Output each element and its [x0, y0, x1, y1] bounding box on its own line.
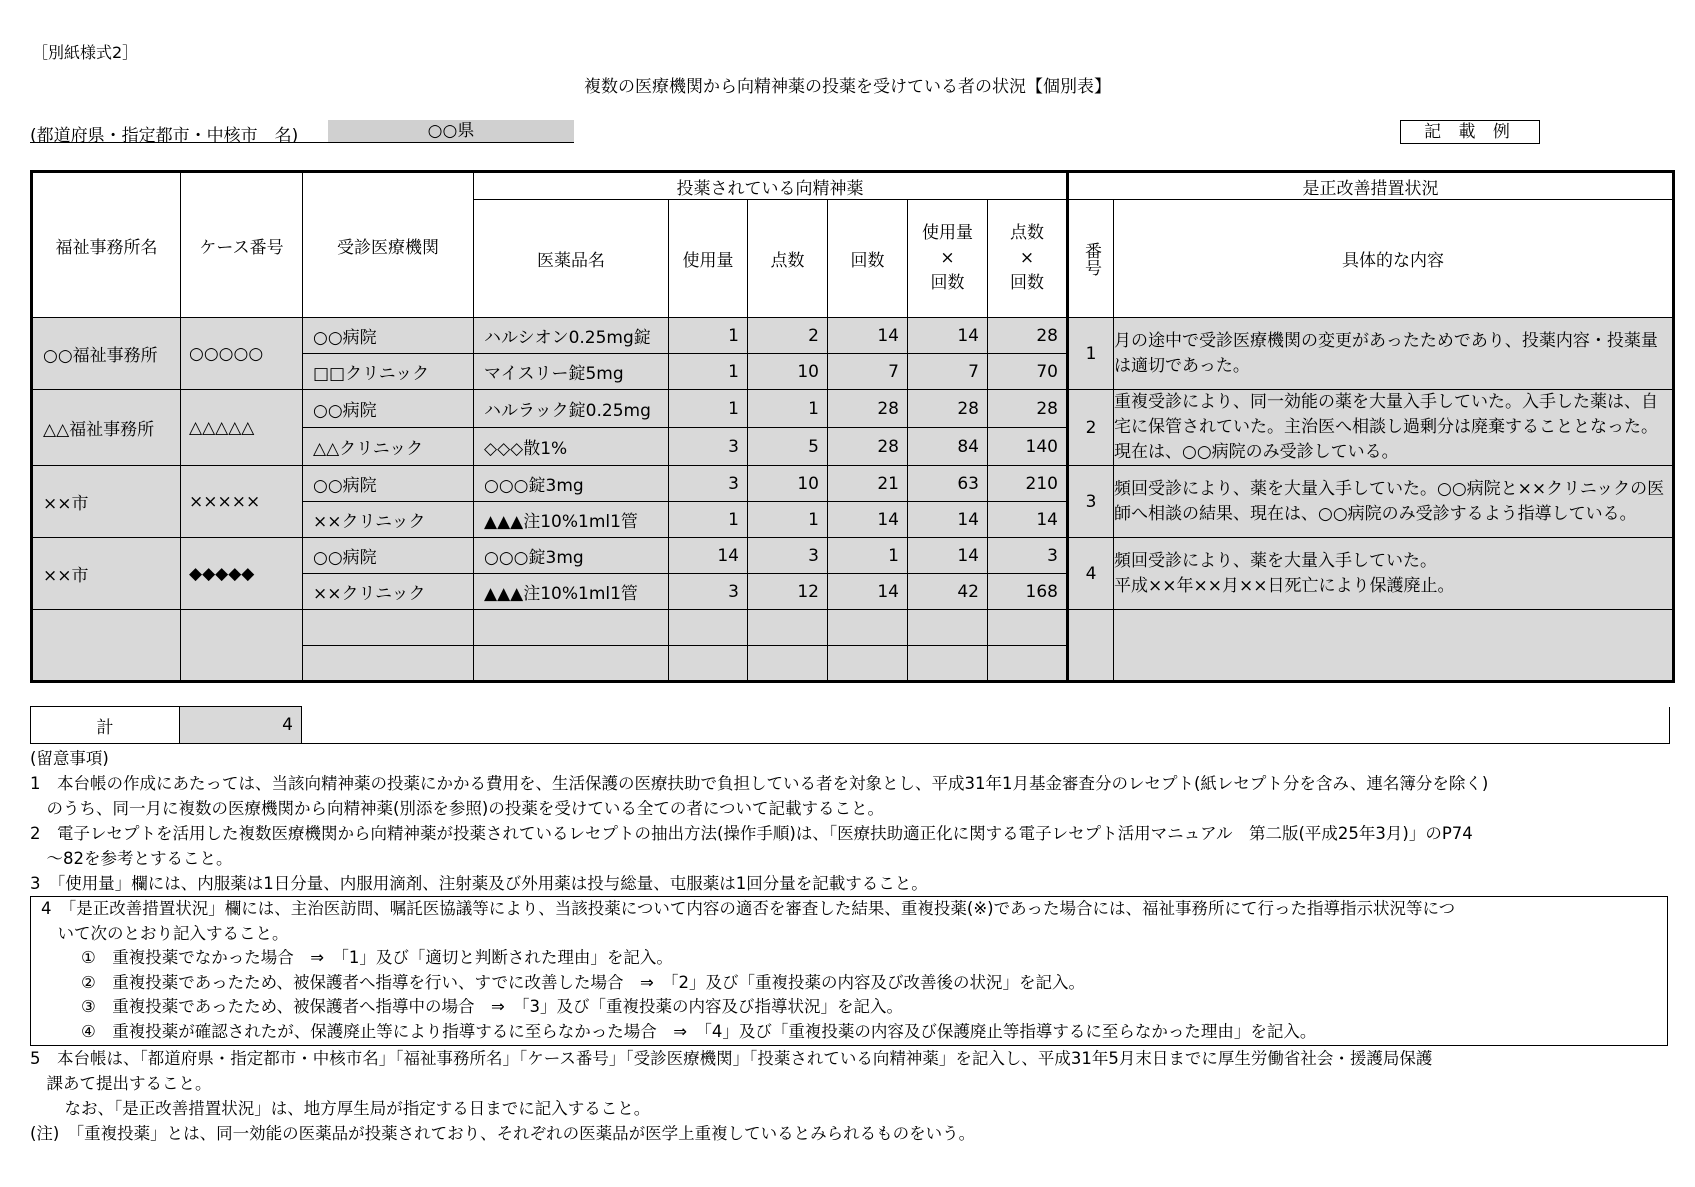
blank-cell[interactable]	[828, 610, 908, 646]
usage-x-times-cell[interactable]: 7	[908, 354, 988, 390]
points-cell[interactable]: 10	[748, 466, 828, 502]
case-cell[interactable]: △△△△△	[181, 390, 303, 466]
institution-cell[interactable]: ○○病院	[303, 390, 474, 428]
points-x-times-cell[interactable]: 28	[988, 318, 1068, 354]
header-usage-x-times-line: 回数	[930, 273, 965, 293]
times-cell[interactable]: 1	[828, 538, 908, 574]
header-usage-x-times-line: 使用量	[922, 223, 973, 243]
times-cell[interactable]: 7	[828, 354, 908, 390]
total-blank	[302, 707, 1670, 744]
blank-content-cell[interactable]	[1114, 610, 1674, 682]
header-drug-name: 医薬品名	[474, 200, 669, 318]
correction-content-cell[interactable]: 頻回受診により、薬を大量入手していた。○○病院と××クリニックの医師へ相談の結果、現在は、○○病院のみ受診するよう指導している。	[1114, 466, 1674, 538]
header-usage-x-times	[908, 200, 988, 318]
header-institution: 受診医療機関	[303, 172, 474, 318]
note-2-cont: ～82を参考とすること。	[30, 849, 233, 868]
blank-cell[interactable]	[908, 646, 988, 682]
total-value[interactable]: 4	[180, 707, 302, 744]
notes-heading: (留意事項)	[30, 749, 109, 768]
header-points-x-times-line: 回数	[1010, 273, 1044, 293]
header-usage: 使用量	[669, 200, 748, 318]
institution-cell[interactable]: ○○病院	[303, 318, 474, 354]
points-x-times-cell[interactable]: 3	[988, 538, 1068, 574]
drug-name-cell[interactable]: ○○○錠3mg	[474, 466, 669, 502]
drug-name-cell[interactable]: ▲▲▲注10%1ml1管	[474, 502, 669, 538]
prefecture-line	[30, 120, 574, 146]
header-drug-group: 投薬されている向精神薬	[474, 172, 1068, 200]
note-4-box	[30, 896, 1668, 1046]
usage-cell[interactable]: 3	[669, 466, 748, 502]
usage-x-times-cell[interactable]: 28	[908, 390, 988, 428]
blank-cell[interactable]	[669, 646, 748, 682]
usage-x-times-cell[interactable]: 84	[908, 428, 988, 466]
prefecture-label: (都道府県・指定都市・中核市 名)	[30, 126, 299, 146]
drug-name-cell[interactable]: マイスリー錠5mg	[474, 354, 669, 390]
points-x-times-cell[interactable]: 140	[988, 428, 1068, 466]
notes-section	[30, 746, 1670, 896]
usage-x-times-cell[interactable]: 14	[908, 318, 988, 354]
prefecture-value[interactable]: ○○県	[328, 120, 574, 142]
times-cell[interactable]: 21	[828, 466, 908, 502]
drug-name-cell[interactable]: ◇◇◇散1%	[474, 428, 669, 466]
note-5-cont: 課あて提出すること。	[30, 1074, 212, 1093]
blank-cell[interactable]	[988, 610, 1068, 646]
header-content: 具体的な内容	[1114, 200, 1674, 318]
points-x-times-cell[interactable]: 70	[988, 354, 1068, 390]
note-1: 1 本台帳の作成にあたっては、当該向精神薬の投薬にかかる費用を、生活保護の医療扶助で負担している者を対象とし、平成31年1月基金審査分のレセプト(紙レセプト分を含み、連名簿分を除く)	[30, 774, 1489, 793]
blank-cell[interactable]	[908, 610, 988, 646]
header-office: 福祉事務所名	[32, 172, 181, 318]
header-points-x-times	[988, 200, 1068, 318]
points-cell[interactable]: 1	[748, 502, 828, 538]
correction-content-cell[interactable]: 月の途中で受診医療機関の変更があったためであり、投薬内容・投薬量は適切であった。	[1114, 318, 1674, 390]
drug-name-cell[interactable]: ハルシオン0.25mg錠	[474, 318, 669, 354]
note-2: 2 電子レセプトを活用した複数医療機関から向精神薬が投薬されているレセプトの抽出方法(操作手順)は、「医療扶助適正化に関する電子レセプト活用マニュアル 第二版(平成25年3月)」のP74	[30, 824, 1473, 843]
example-label: 記 載 例	[1400, 120, 1540, 144]
note-5: 5 本台帳は、「都道府県・指定都市・中核市名」「福祉事務所名」「ケース番号」「受診医療機関」「投薬されている向精神薬」を記入し、平成31年5月末日までに厚生労働省社会・援護局保護	[30, 1049, 1433, 1068]
note-4-item-3: ③ 重複投薬であったため、被保護者へ指導中の場合 ⇒ 「3」及び「重複投薬の内容及び指導状況」を記入。	[81, 997, 904, 1016]
usage-x-times-cell[interactable]: 42	[908, 574, 988, 610]
header-points-x-times-line: ×	[1019, 248, 1035, 268]
blank-cell[interactable]	[988, 646, 1068, 682]
case-cell[interactable]: ×××××	[181, 466, 303, 538]
office-cell[interactable]: ○○福祉事務所	[32, 318, 181, 390]
notes-after	[30, 1046, 1670, 1146]
header-points: 点数	[748, 200, 828, 318]
header-correction-group: 是正改善措置状況	[1068, 172, 1674, 200]
header-usage-x-times-line: ×	[940, 248, 955, 268]
drug-name-cell[interactable]: ハルラック錠0.25mg	[474, 390, 669, 428]
note-4-cont: いて次のとおり記入すること。	[41, 923, 289, 943]
header-number: 番号	[1068, 200, 1114, 318]
case-cell[interactable]: ○○○○○	[181, 318, 303, 390]
institution-cell[interactable]: ○○病院	[303, 538, 474, 574]
points-cell[interactable]: 3	[748, 538, 828, 574]
blank-cell[interactable]	[748, 646, 828, 682]
correction-content-cell[interactable]: 頻回受診により、薬を大量入手していた。 平成××年××月××日死亡により保護廃止。	[1114, 538, 1674, 610]
correction-number-cell[interactable]: 3	[1068, 466, 1114, 538]
institution-cell[interactable]: ××クリニック	[303, 574, 474, 610]
times-cell[interactable]: 28	[828, 390, 908, 428]
usage-cell[interactable]: 3	[669, 574, 748, 610]
header-times: 回数	[828, 200, 908, 318]
note-4-item-1: ① 重複投薬でなかった場合 ⇒ 「1」及び「適切と判断された理由」を記入。	[81, 948, 673, 967]
times-cell[interactable]: 14	[828, 574, 908, 610]
note-4-item-2: ② 重複投薬であったため、被保護者へ指導を行い、すでに改善した場合 ⇒ 「2」及び「重複投薬の内容及び改善後の状況」を記入。	[81, 972, 1086, 992]
drug-name-cell[interactable]: ▲▲▲注10%1ml1管	[474, 574, 669, 610]
blank-cell[interactable]	[303, 610, 474, 646]
institution-cell[interactable]: ○○病院	[303, 466, 474, 502]
correction-number-cell[interactable]: 4	[1068, 538, 1114, 610]
times-cell[interactable]: 14	[828, 318, 908, 354]
points-cell[interactable]: 1	[748, 390, 828, 428]
case-cell[interactable]: ◆◆◆◆◆	[181, 538, 303, 610]
usage-cell[interactable]: 1	[669, 502, 748, 538]
note-5-extra: なお、「是正改善措置状況」は、地方厚生局が指定する日までに記入すること。	[48, 1099, 651, 1118]
usage-x-times-cell[interactable]: 63	[908, 466, 988, 502]
institution-cell[interactable]: △△クリニック	[303, 428, 474, 466]
points-cell[interactable]: 5	[748, 428, 828, 466]
header-case: ケース番号	[181, 172, 303, 318]
points-cell[interactable]: 2	[748, 318, 828, 354]
note-1-cont: のうち、同一月に複数の医療機関から向精神薬(別添を参照)の投薬を受けている全ての者について記載すること。	[30, 799, 885, 818]
form-id: ［別紙様式2］	[32, 43, 139, 62]
blank-cell[interactable]	[748, 610, 828, 646]
blank-case-cell[interactable]	[181, 610, 303, 682]
page-title: 複数の医療機関から向精神薬の投薬を受けている者の状況【個別表】	[584, 77, 1111, 97]
usage-cell[interactable]: 1	[669, 390, 748, 428]
times-cell[interactable]: 14	[828, 502, 908, 538]
points-x-times-cell[interactable]: 28	[988, 390, 1068, 428]
institution-cell[interactable]: ××クリニック	[303, 502, 474, 538]
note-3: 3 「使用量」欄には、内服薬は1日分量、内服用滴剤、注射薬及び外用薬は投与総量、屯服薬は1回分量を記載すること。	[30, 874, 928, 893]
points-x-times-cell[interactable]: 210	[988, 466, 1068, 502]
points-cell[interactable]: 10	[748, 354, 828, 390]
office-cell[interactable]: ××市	[32, 538, 181, 610]
blank-office-cell[interactable]	[32, 610, 181, 682]
correction-number-cell[interactable]: 1	[1068, 318, 1114, 390]
header-points-x-times-line: 点数	[1010, 223, 1044, 243]
correction-content-cell[interactable]: 重複受診により、同一効能の薬を大量入手していた。入手した薬は、自宅に保管されていた。主治医へ相談し過剰分は廃棄することとなった。現在は、○○病院のみ受診している。	[1114, 390, 1674, 466]
usage-cell[interactable]: 14	[669, 538, 748, 574]
points-cell[interactable]: 12	[748, 574, 828, 610]
institution-cell[interactable]: □□クリニック	[303, 354, 474, 390]
usage-cell[interactable]: 3	[669, 428, 748, 466]
note-4-item-4: ④ 重複投薬が確認されたが、保護廃止等により指導するに至らなかった場合 ⇒ 「4」及び「重複投薬の内容及び保護廃止等指導するに至らなかった理由」を記入。	[81, 1021, 1317, 1041]
office-cell[interactable]: △△福祉事務所	[32, 390, 181, 466]
blank-cell[interactable]	[474, 646, 669, 682]
blank-cell[interactable]	[303, 646, 474, 682]
points-x-times-cell[interactable]: 168	[988, 574, 1068, 610]
usage-cell[interactable]: 1	[669, 354, 748, 390]
footnote: (注) 「重複投薬」とは、同一効能の医薬品が投薬されており、それぞれの医薬品が医学上重複しているとみられるものをいう。	[30, 1124, 976, 1143]
total-label: 計	[31, 707, 180, 744]
total-table	[30, 706, 1670, 744]
blank-cell[interactable]	[828, 646, 908, 682]
correction-number-cell[interactable]: 2	[1068, 390, 1114, 466]
usage-x-times-cell[interactable]: 14	[908, 538, 988, 574]
usage-x-times-cell[interactable]: 14	[908, 502, 988, 538]
points-x-times-cell[interactable]: 14	[988, 502, 1068, 538]
blank-number-cell[interactable]	[1068, 610, 1114, 682]
drug-name-cell[interactable]: ○○○錠3mg	[474, 538, 669, 574]
blank-cell[interactable]	[474, 610, 669, 646]
times-cell[interactable]: 28	[828, 428, 908, 466]
main-table	[30, 170, 1675, 683]
blank-cell[interactable]	[669, 610, 748, 646]
usage-cell[interactable]: 1	[669, 318, 748, 354]
office-cell[interactable]: ××市	[32, 466, 181, 538]
note-4: 4 「是正改善措置状況」欄には、主治医訪問、嘱託医協議等により、当該投薬について内容の適否を審査した結果、重複投薬(※)であった場合には、福祉事務所にて行った指導指示状況等につ	[41, 899, 1456, 918]
